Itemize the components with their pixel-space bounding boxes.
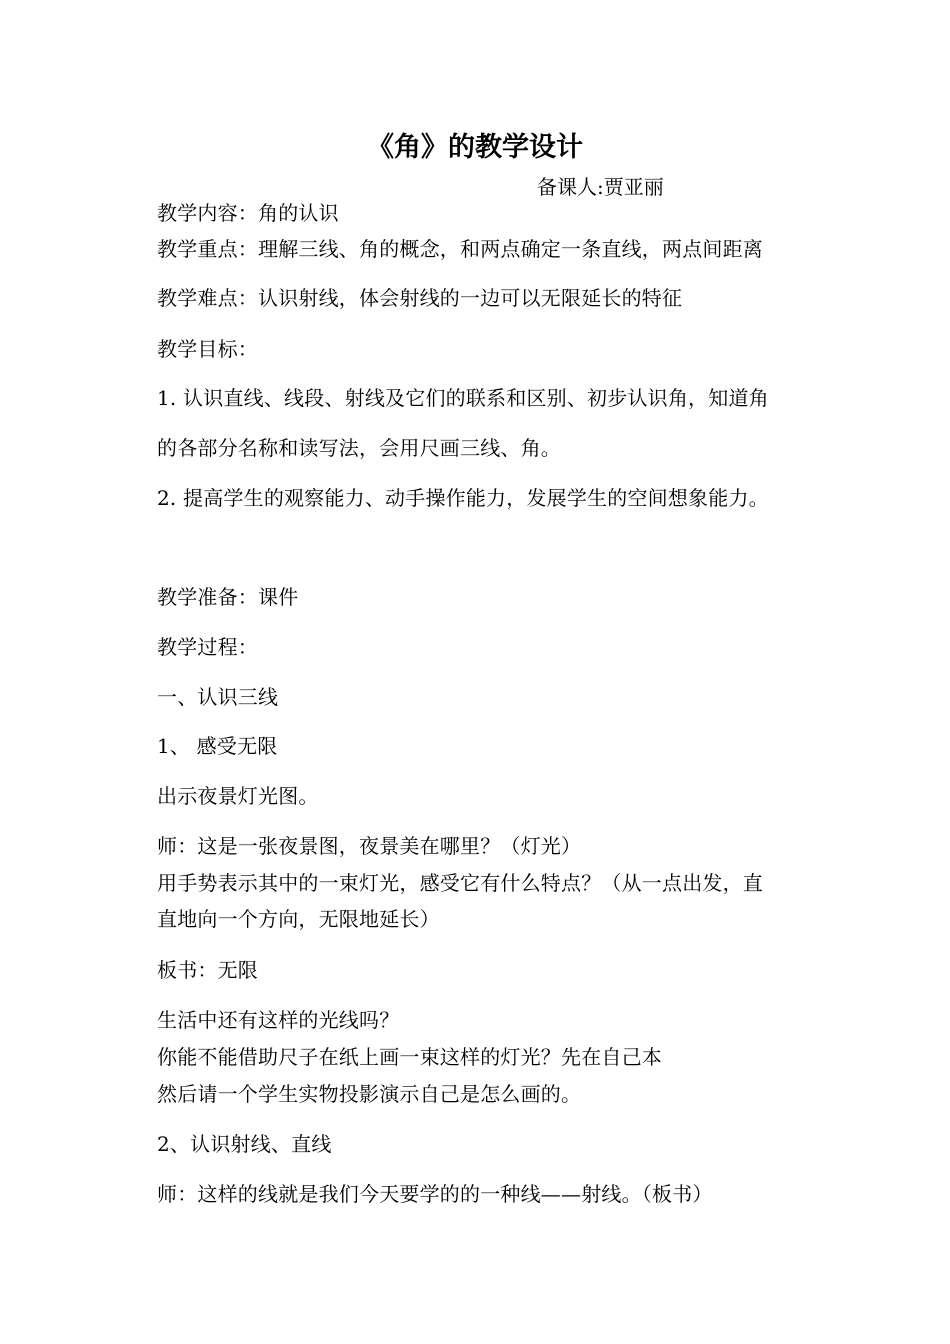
content-line: 教学目标： <box>157 337 258 361</box>
content-line: 师：这是一张夜景图，夜景美在哪里？（灯光） <box>157 834 582 858</box>
content-line: 的各部分名称和读写法，会用尺画三线、角。 <box>157 436 561 460</box>
content-line: 师：这样的线就是我们今天要学的的一种线——射线。（板书） <box>157 1182 713 1206</box>
content-line: 生活中还有这样的光线吗？ <box>157 1008 400 1032</box>
content-line: 然后请一个学生实物投影演示自己是怎么画的。 <box>157 1082 582 1106</box>
content-line: 直地向一个方向，无限地延长） <box>157 907 440 931</box>
content-line: 1. 认识直线、线段、射线及它们的联系和区别、初步认识角，知道角 <box>157 386 769 410</box>
content-line: 一、认识三线 <box>157 685 279 709</box>
content-line: 1、 感受无限 <box>157 734 278 758</box>
content-line: 2. 提高学生的观察能力、动手操作能力，发展学生的空间想象能力。 <box>157 486 769 510</box>
content-line: 出示夜景灯光图。 <box>157 784 319 808</box>
content-line: 你能不能借助尺子在纸上画一束这样的灯光？先在自己本 <box>157 1045 662 1069</box>
content-line: 2、认识射线、直线 <box>157 1132 332 1156</box>
document-author: 备课人:贾亚丽 <box>537 175 664 199</box>
content-line: 教学重点：理解三线、角的概念，和两点确定一条直线，两点间距离 <box>157 237 763 261</box>
document-title: 《角》的教学设计 <box>367 132 583 163</box>
content-line: 用手势表示其中的一束灯光，感受它有什么特点？（从一点出发，直 <box>157 871 763 895</box>
content-line: 教学内容：角的认识 <box>157 201 339 225</box>
content-line: 板书：无限 <box>157 958 258 982</box>
content-line: 教学难点：认识射线，体会射线的一边可以无限延长的特征 <box>157 286 683 310</box>
content-line: 教学准备：课件 <box>157 585 299 609</box>
content-line: 教学过程： <box>157 635 258 659</box>
